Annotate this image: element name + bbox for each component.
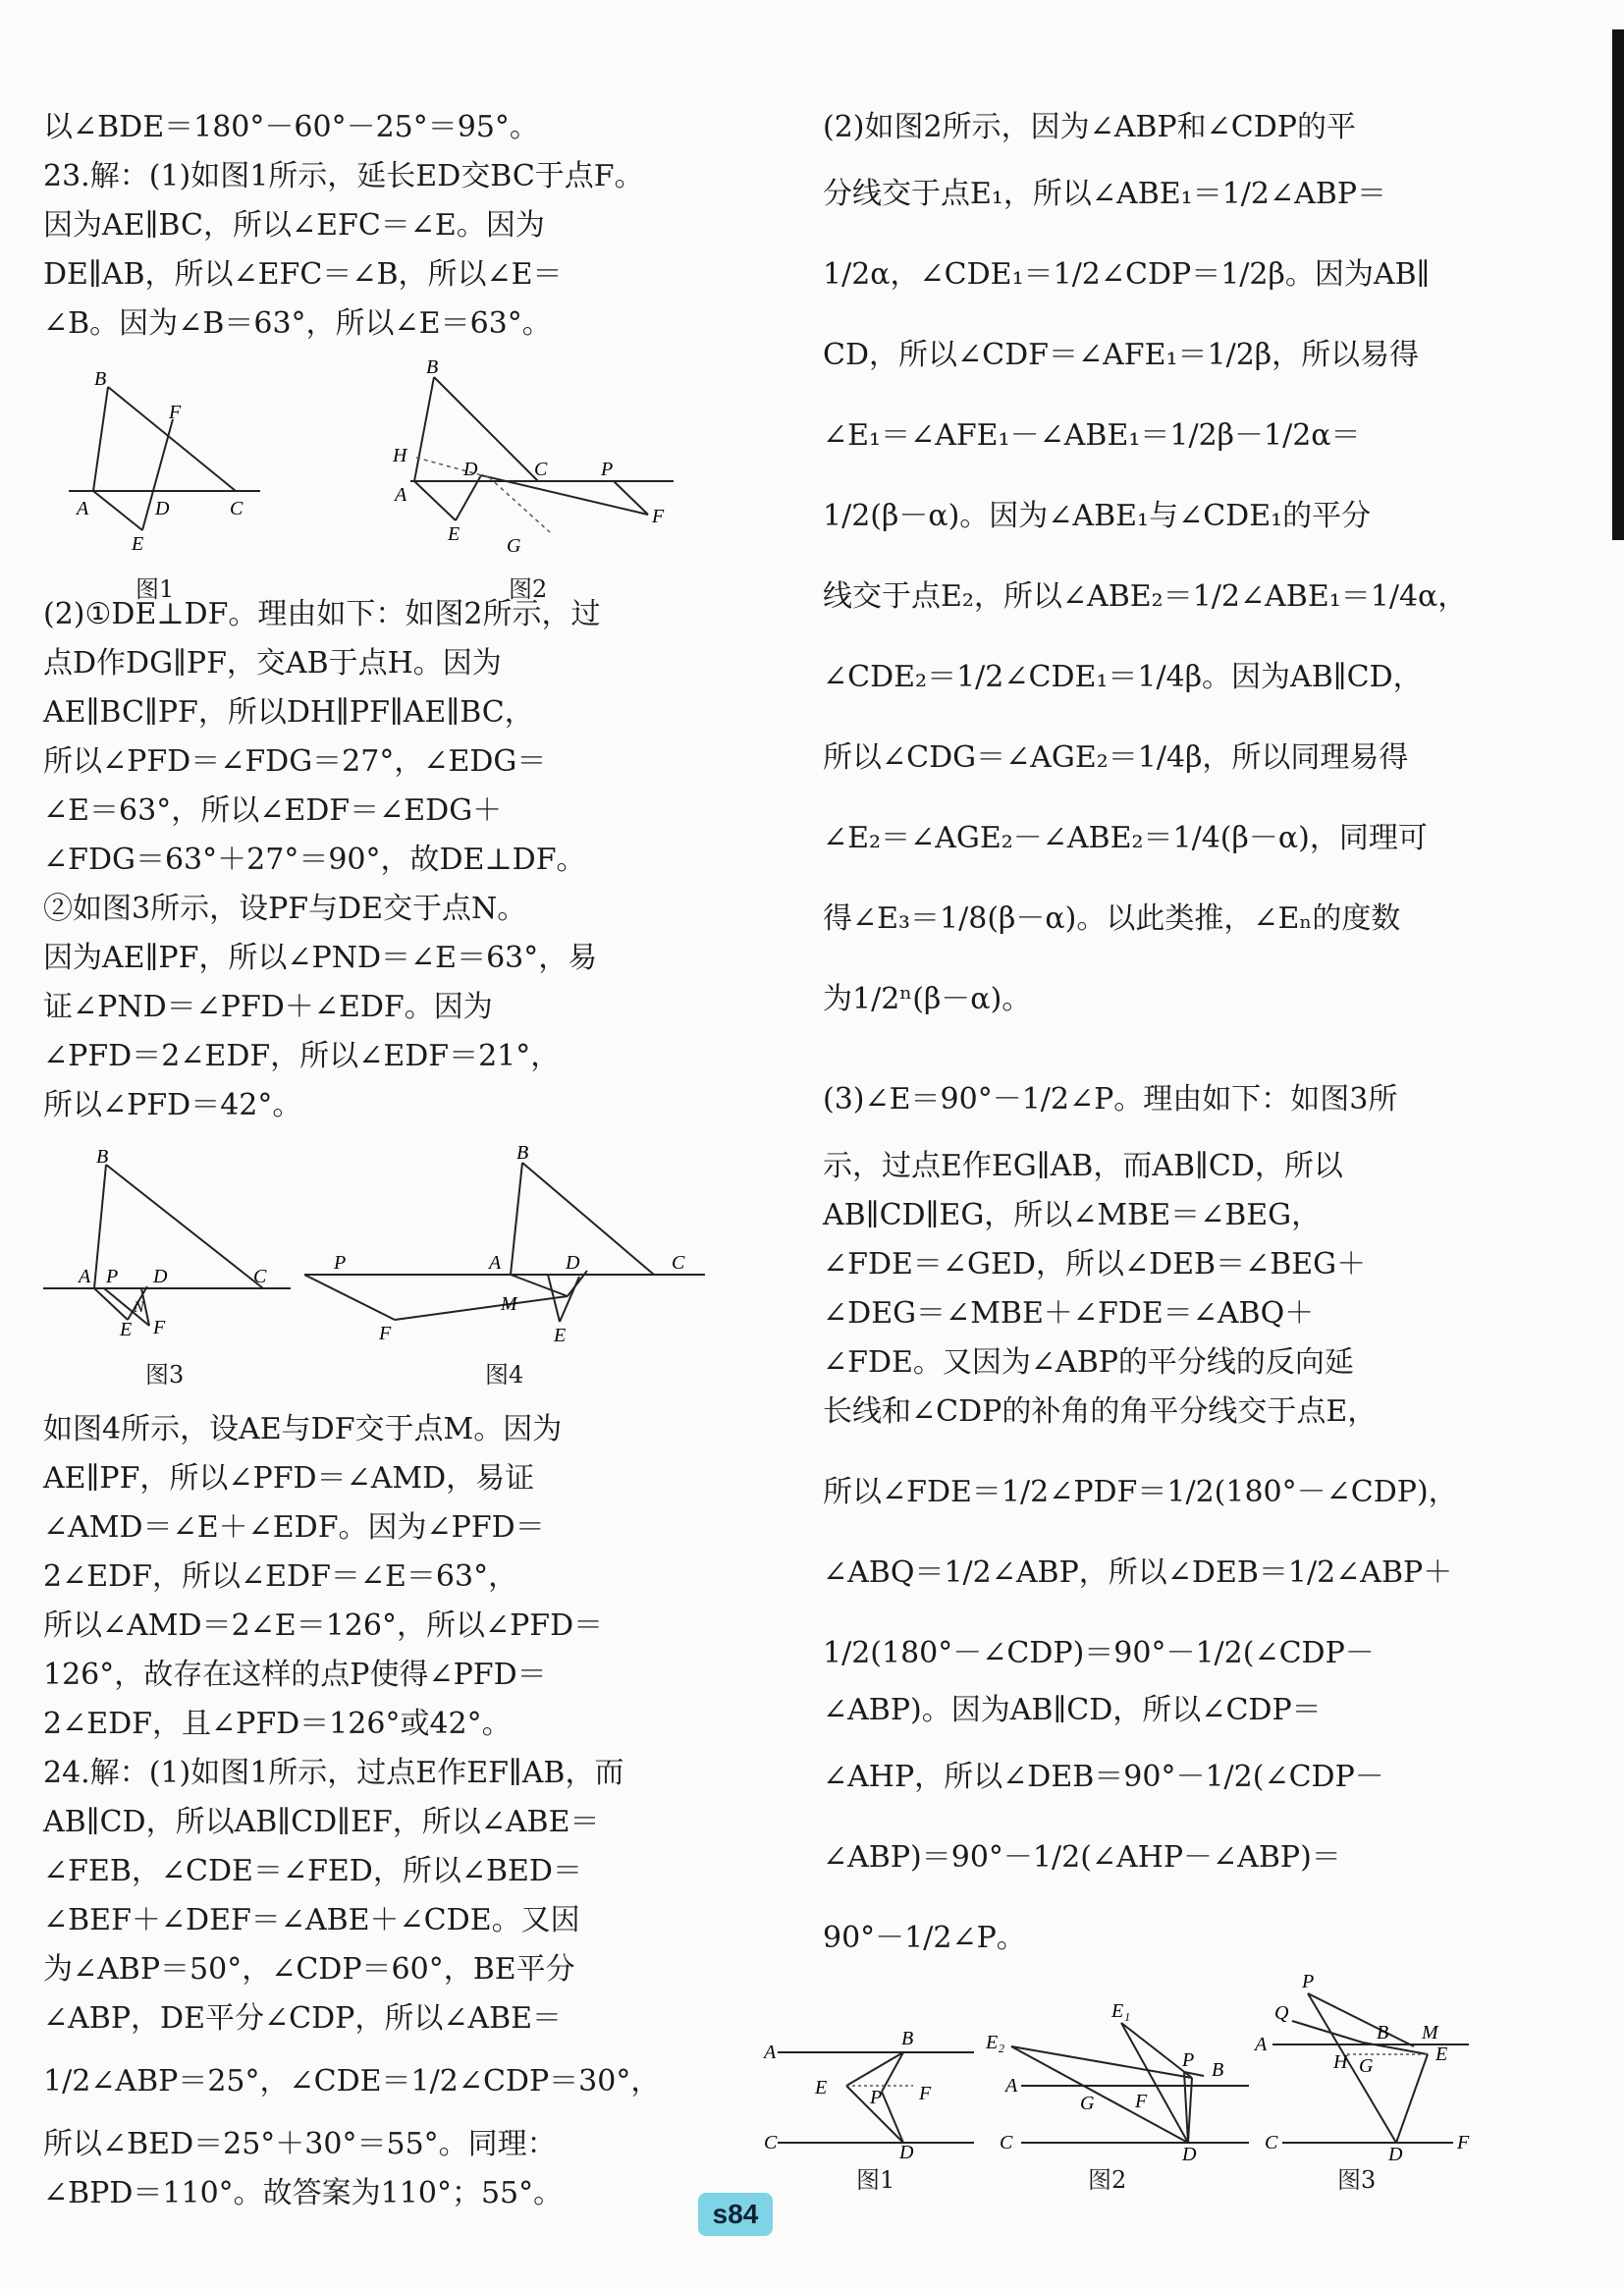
label-C: C <box>764 2132 778 2153</box>
label-A: A <box>1255 2034 1268 2055</box>
label-B: B <box>1212 2059 1224 2081</box>
text-line: 90°－1/2∠P。 <box>823 1921 1026 1955</box>
label-C: C <box>534 459 548 480</box>
label-F: F <box>652 506 665 527</box>
text-line: 1/2∠ABP＝25°，∠CDE＝1/2∠CDP＝30°， <box>43 2064 661 2098</box>
text-line: ∠CDE₂＝1/2∠CDE₁＝1/4β。因为AB∥CD， <box>823 660 1423 694</box>
label-N: N <box>134 1299 144 1316</box>
label-D: D <box>153 1266 168 1287</box>
text-line: ∠ABQ＝1/2∠ABP，所以∠DEB＝1/2∠ABP＋ <box>823 1555 1453 1590</box>
label-F: F <box>1135 2091 1148 2112</box>
label-P: P <box>870 2087 883 2108</box>
label-C: C <box>1000 2132 1013 2153</box>
label-A: A <box>1005 2075 1018 2097</box>
label-C: C <box>1265 2132 1278 2153</box>
label-E: E <box>815 2077 828 2098</box>
text-line: 线交于点E₂，所以∠ABE₂＝1/2∠ABE₁＝1/4α， <box>823 579 1468 614</box>
text-line: 为1/2ⁿ(β－α)。 <box>823 982 1032 1016</box>
text-line: 2∠EDF，所以∠EDF＝∠E＝63°， <box>43 1559 518 1594</box>
label-E: E <box>554 1325 567 1345</box>
text-line: 因为AE∥BC，所以∠EFC＝∠E。因为 <box>43 208 545 243</box>
text-line: ②如图3所示，设PF与DE交于点N。 <box>43 892 527 926</box>
q24-figure-3 <box>1247 1964 1483 2160</box>
label-B: B <box>96 1146 109 1168</box>
label-G: G <box>1080 2093 1095 2114</box>
label-Q: Q <box>1274 2002 1289 2024</box>
text-line: ∠AMD＝∠E＋∠EDF。因为∠PFD＝ <box>43 1510 545 1545</box>
text-line: ∠E₂＝∠AGE₂－∠ABE₂＝1/4(β－α)，同理可 <box>823 821 1428 855</box>
text-line: ∠ABP)＝90°－1/2(∠AHP－∠ABP)＝ <box>823 1840 1341 1875</box>
q23-figure-3 <box>39 1141 304 1337</box>
text-line: 1/2(β－α)。因为∠ABE₁与∠CDE₁的平分 <box>823 499 1372 533</box>
figure-caption: 图2 <box>1088 2166 1127 2194</box>
label-A: A <box>764 2042 777 2063</box>
text-line: ∠B。因为∠B＝63°，所以∠E＝63°。 <box>43 306 552 341</box>
label-F: F <box>169 402 182 423</box>
text-line: 24.解：(1)如图1所示，过点E作EF∥AB，而 <box>43 1756 624 1790</box>
label-E: E <box>132 533 144 555</box>
text-line: ∠AHP，所以∠DEB＝90°－1/2(∠CDP－ <box>823 1760 1384 1794</box>
label-D: D <box>566 1252 580 1274</box>
label-M: M <box>501 1293 517 1315</box>
text-line: 点D作DG∥PF，交AB于点H。因为 <box>43 646 502 681</box>
text-line: (3)∠E＝90°－1/2∠P。理由如下：如图3所 <box>823 1082 1398 1117</box>
text-line: 23.解：(1)如图1所示，延长ED交BC于点F。 <box>43 159 644 193</box>
text-line: AE∥BC∥PF，所以DH∥PF∥AE∥BC， <box>43 695 534 730</box>
text-line: 为∠ABP＝50°，∠CDP＝60°，BE平分 <box>43 1952 575 1987</box>
label-F: F <box>153 1317 166 1337</box>
label-F: F <box>919 2083 932 2104</box>
text-line: 分线交于点E₁，所以∠ABE₁＝1/2∠ABP＝ <box>823 177 1387 211</box>
figure-caption: 图3 <box>145 1361 185 1389</box>
text-line: ∠PFD＝2∠EDF，所以∠EDF＝21°， <box>43 1039 561 1073</box>
label-A: A <box>79 1266 91 1287</box>
label-E: E <box>448 523 460 545</box>
text-line: ∠E＝63°，所以∠EDF＝∠EDG＋ <box>43 793 503 828</box>
text-line: ∠FDE。又因为∠ABP的平分线的反向延 <box>823 1345 1354 1380</box>
text-line: AE∥PF，所以∠PFD＝∠AMD，易证 <box>43 1461 535 1496</box>
figure-caption: 图2 <box>509 575 548 603</box>
label-C: C <box>253 1266 267 1287</box>
text-line: ∠FEB，∠CDE＝∠FED，所以∠BED＝ <box>43 1854 582 1888</box>
text-line: ∠DEG＝∠MBE＋∠FDE＝∠ABQ＋ <box>823 1296 1315 1331</box>
text-line: 1/2α，∠CDE₁＝1/2∠CDP＝1/2β。因为AB∥ <box>823 257 1431 292</box>
text-line: 以∠BDE＝180°－60°－25°＝95°。 <box>43 110 539 144</box>
text-line: 1/2(180°－∠CDP)＝90°－1/2(∠CDP－ <box>823 1636 1375 1670</box>
text-line: ∠ABP)。因为AB∥CD，所以∠CDP＝ <box>823 1693 1322 1727</box>
label-B: B <box>901 2028 914 2049</box>
label-B: B <box>94 368 107 390</box>
label-H: H <box>393 445 407 466</box>
text-line: CD，所以∠CDF＝∠AFE₁＝1/2β，所以易得 <box>823 338 1420 372</box>
label-C: C <box>672 1252 685 1274</box>
text-line: DE∥AB，所以∠EFC＝∠B，所以∠E＝ <box>43 257 563 292</box>
label-F: F <box>1457 2132 1470 2153</box>
binding-edge <box>1612 29 1624 540</box>
text-line: ∠E₁＝∠AFE₁－∠ABE₁＝1/2β－1/2α＝ <box>823 418 1361 453</box>
label-P: P <box>1182 2049 1195 2071</box>
text-line: 所以∠AMD＝2∠E＝126°，所以∠PFD＝ <box>43 1608 604 1643</box>
text-line: 所以∠PFD＝∠FDG＝27°，∠EDG＝ <box>43 744 547 779</box>
text-line: ∠FDG＝63°＋27°＝90°，故DE⊥DF。 <box>43 843 586 877</box>
label-A: A <box>489 1252 502 1274</box>
text-line: 所以∠FDE＝1/2∠PDF＝1/2(180°－∠CDP)， <box>823 1475 1458 1509</box>
label-B: B <box>426 356 439 378</box>
label-B: B <box>516 1142 529 1164</box>
text-line: ∠ABP，DE平分∠CDP，所以∠ABE＝ <box>43 2001 563 2036</box>
label-D: D <box>899 2142 914 2160</box>
label-D: D <box>463 459 478 480</box>
label-H: H <box>1333 2051 1348 2073</box>
label-E: E <box>120 1319 133 1337</box>
page-number: s84 <box>698 2193 773 2236</box>
label-P: P <box>601 459 614 480</box>
label-P: P <box>106 1266 119 1287</box>
figure-caption: 图4 <box>485 1361 524 1389</box>
figure-caption: 图3 <box>1337 2166 1377 2194</box>
text-line: AB∥CD∥EG，所以∠MBE＝∠BEG， <box>823 1198 1322 1232</box>
label-D: D <box>1388 2144 1403 2160</box>
label-D: D <box>155 498 170 519</box>
label-G: G <box>1359 2055 1374 2077</box>
label-F: F <box>379 1323 392 1344</box>
q23-figure-1 <box>39 365 275 562</box>
text-line: (2)如图2所示，因为∠ABP和∠CDP的平 <box>823 110 1356 144</box>
label-G: G <box>507 535 521 557</box>
label-C: C <box>230 498 244 519</box>
text-line: 如图4所示，设AE与DF交于点M。因为 <box>43 1412 563 1446</box>
label-A: A <box>77 498 89 519</box>
figure-caption: 图1 <box>856 2166 895 2194</box>
label-A: A <box>395 484 407 506</box>
text-line: 所以∠BED＝25°＋30°＝55°。同理： <box>43 2127 557 2161</box>
text-line: 示，过点E作EG∥AB，而AB∥CD，所以 <box>823 1149 1343 1183</box>
text-line: 2∠EDF，且∠PFD＝126°或42°。 <box>43 1707 512 1741</box>
label-D: D <box>1182 2144 1197 2160</box>
text-line: 得∠E₃＝1/8(β－α)。以此类推，∠Eₙ的度数 <box>823 901 1401 936</box>
text-line: (2)①DE⊥DF。理由如下：如图2所示，过 <box>43 597 601 631</box>
text-line: 因为AE∥PF，所以∠PND＝∠E＝63°，易 <box>43 941 598 975</box>
q24-figure-1 <box>756 1974 982 2160</box>
q24-figure-2 <box>982 1964 1257 2160</box>
label-E: E <box>1435 2044 1448 2065</box>
text-line: ∠BPD＝110°。故答案为110°；55°。 <box>43 2176 564 2210</box>
q23-figure-4 <box>304 1129 707 1345</box>
text-line: 所以∠CDG＝∠AGE₂＝1/4β，所以同理易得 <box>823 740 1409 775</box>
text-line: 所以∠PFD＝42°。 <box>43 1088 302 1122</box>
label-B: B <box>1377 2022 1389 2044</box>
text-line: 126°，故存在这样的点P使得∠PFD＝ <box>43 1658 547 1692</box>
text-line: AB∥CD，所以AB∥CD∥EF，所以∠ABE＝ <box>43 1805 600 1839</box>
label-P: P <box>334 1252 347 1274</box>
label-E2: E₂ <box>986 2032 1005 2053</box>
text-line: ∠FDE＝∠GED，所以∠DEB＝∠BEG＋ <box>823 1247 1367 1281</box>
label-M: M <box>1422 2022 1438 2044</box>
text-line: 长线和∠CDP的补角的角平分线交于点E， <box>823 1394 1378 1429</box>
text-line: 证∠PND＝∠PFD＋∠EDF。因为 <box>43 990 493 1024</box>
label-E1: E₁ <box>1111 2000 1131 2022</box>
figure-caption: 图1 <box>135 575 175 603</box>
text-line: ∠BEF＋∠DEF＝∠ABE＋∠CDE。又因 <box>43 1903 580 1937</box>
q23-figure-2 <box>383 355 677 562</box>
label-P: P <box>1302 1971 1315 1992</box>
